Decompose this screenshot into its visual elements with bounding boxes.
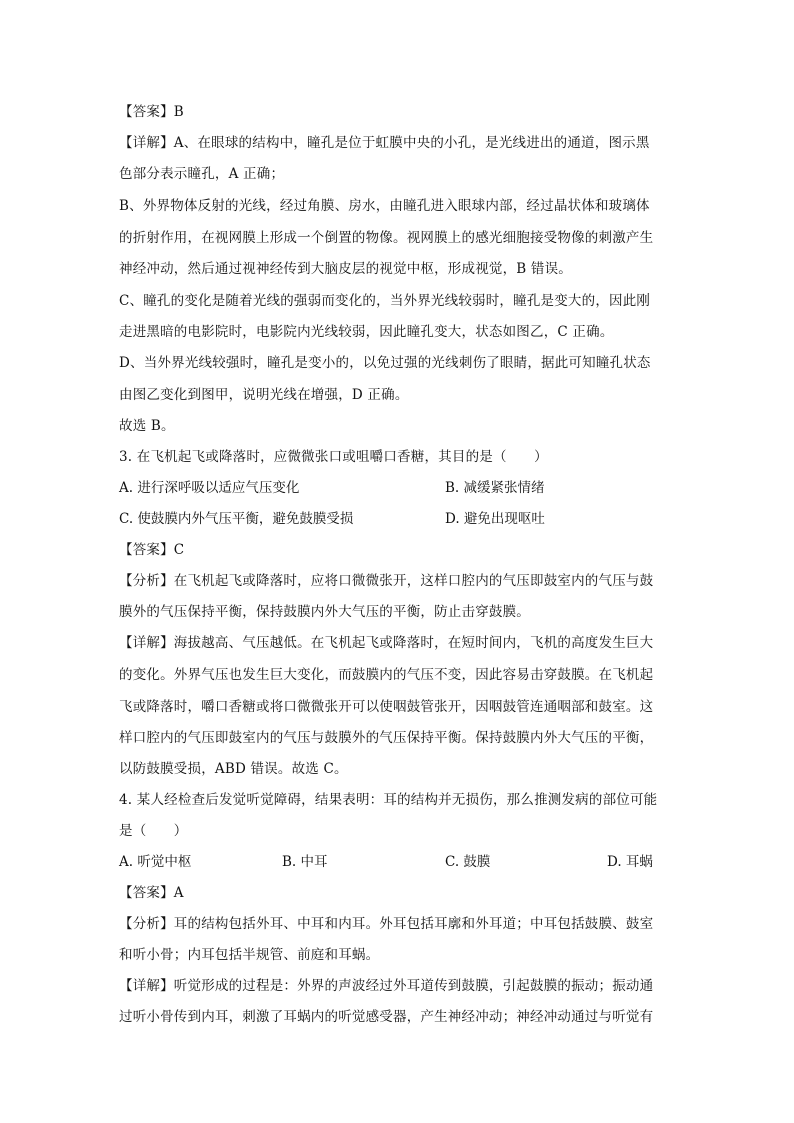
q2-detail-line: 色部分表示瞳孔，A 正确； [119,166,285,182]
q3-detail-line: 样口腔内的气压即鼓室内的气压与鼓膜外的气压保持平衡。保持鼓膜内外大气压的平衡， [119,730,654,746]
q3-detail-line: 飞或降落时，嚼口香糖或将口微微张开可以使咽鼓管张开，因咽鼓管连通咽部和鼓室。这 [119,699,654,715]
q4-answer: 【答案】A [119,885,184,901]
q4-analysis-line: 【分析】耳的结构包括外耳、中耳和内耳。外耳包括耳廓和外耳道；中耳包括鼓膜、鼓室 [119,916,654,932]
q3-analysis-line: 【分析】在飞机起飞或降落时，应将口微微张开，这样口腔内的气压即鼓室内的气压与鼓 [119,573,654,589]
q4-option-a: A. 听觉中枢 [119,854,192,870]
q2-detail-line: 走进黑暗的电影院时，电影院内光线较弱，因此瞳孔变大，状态如图乙，C 正确。 [119,324,614,340]
q3-analysis-line: 膜外的气压保持平衡，保持鼓膜内外大气压的平衡，防止击穿鼓膜。 [119,604,530,620]
q3-detail-line: 的变化。外界气压也发生巨大变化，而鼓膜内的气压不变，因此容易击穿鼓膜。在飞机起 [119,667,654,683]
q2-detail-line: 【详解】A、在眼球的结构中，瞳孔是位于虹膜中央的小孔，是光线进出的通道，图示黑 [119,135,650,151]
q2-detail-line: C、瞳孔的变化是随着光线的强弱而变化的，当外界光线较弱时，瞳孔是变大的，因此刚 [119,293,651,309]
q3-detail-line: 以防鼓膜受损，ABD 错误。故选 C。 [119,761,348,777]
q3-option-c: C. 使鼓膜内外气压平衡，避免鼓膜受损 [119,511,354,527]
q4-detail-line: 过听小骨传到内耳，刺激了耳蜗内的听觉感受器，产生神经冲动；神经冲动通过与听觉有 [119,1009,654,1025]
q4-stem-line: 4. 某人经检查后发觉听觉障碍，结果表明：耳的结构并无损伤，那么推测发病的部位可能 [119,792,658,808]
q4-detail-line: 【详解】听觉形成的过程是：外界的声波经过外耳道传到鼓膜，引起鼓膜的振动；振动通 [119,978,654,994]
q3-stem: 3. 在飞机起飞或降落时，应微微张口或咀嚼口香糖，其目的是（ ） [119,449,548,465]
q2-answer: 【答案】B [119,104,184,120]
q3-detail-line: 【详解】海拔越高、气压越低。在飞机起飞或降落时，在短时间内，飞机的高度发生巨大 [119,635,654,651]
q3-option-d: D. 避免出现呕吐 [445,511,545,527]
q3-option-b: B. 减缓紧张情绪 [445,480,545,496]
q4-stem-line: 是（ ） [119,823,188,839]
q2-detail-line: 神经冲动，然后通过视神经传到大脑皮层的视觉中枢，形成视觉，B 错误。 [119,261,573,277]
q2-detail-line: B、外界物体反射的光线，经过角膜、房水，由瞳孔进入眼球内部，经过晶状体和玻璃体 [119,198,650,214]
q3-answer: 【答案】C [119,542,185,558]
q4-option-b: B. 中耳 [282,854,328,870]
q2-conclusion: 故选 B。 [119,418,175,434]
q4-analysis-line: 和听小骨；内耳包括半规管、前庭和耳蜗。 [119,947,380,963]
q4-option-d: D. 耳蜗 [607,854,653,870]
q2-detail-line: 由图乙变化到图甲，说明光线在增强，D 正确。 [119,387,409,403]
q2-detail-line: D、当外界光线较强时，瞳孔是变小的，以免过强的光线刺伤了眼睛，据此可知瞳孔状态 [119,355,651,371]
q3-option-a: A. 进行深呼吸以适应气压变化 [119,480,300,496]
q4-option-c: C. 鼓膜 [445,854,491,870]
q2-detail-line: 的折射作用，在视网膜上形成一个倒置的物像。视网膜上的感光细胞接受物像的刺激产生 [119,230,654,246]
